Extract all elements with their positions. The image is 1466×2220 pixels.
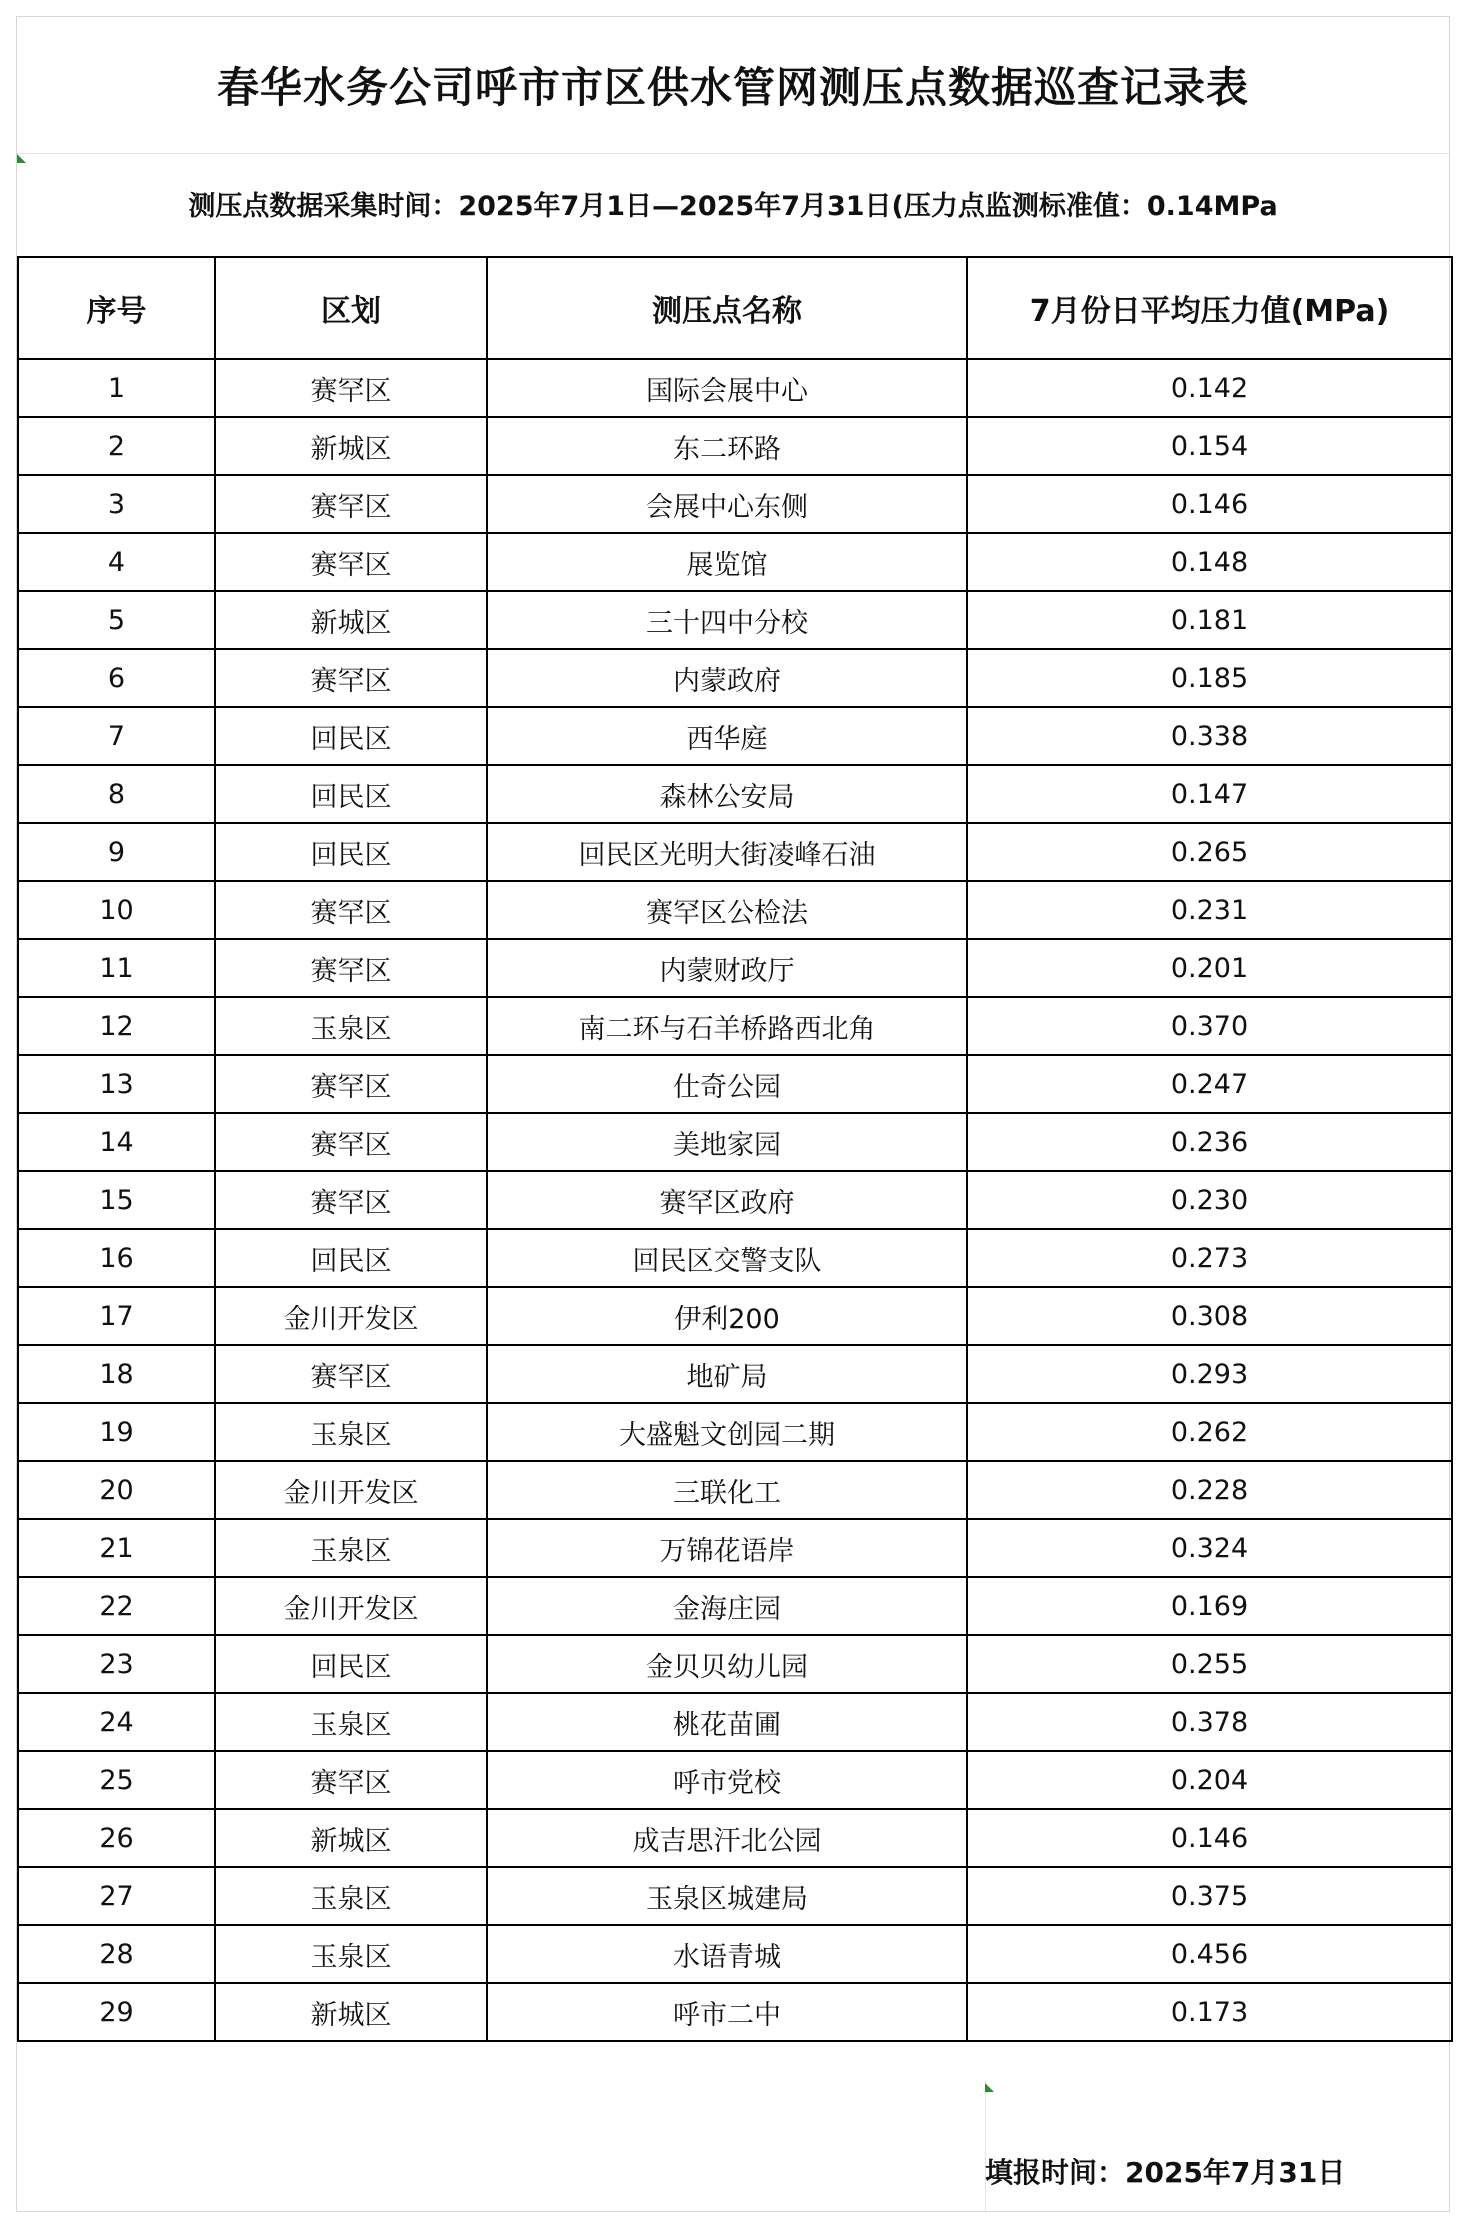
- cell-point-name: 展览馆: [487, 533, 967, 591]
- cell-point-name: 仕奇公园: [487, 1055, 967, 1113]
- cell-avg-pressure: 0.324: [967, 1519, 1452, 1577]
- table-row: [18, 1577, 1452, 1635]
- table-row: [18, 1171, 1452, 1229]
- cell-district: 赛罕区: [215, 1751, 487, 1809]
- table-row: [18, 359, 1452, 417]
- cell-point-name: 森林公安局: [487, 765, 967, 823]
- cell-point-name: 呼市党校: [487, 1751, 967, 1809]
- table-row: [18, 881, 1452, 939]
- cell-index: 13: [18, 1055, 215, 1113]
- cell-avg-pressure: 0.255: [967, 1635, 1452, 1693]
- table-row: [18, 997, 1452, 1055]
- table-row: [18, 417, 1452, 475]
- cell-avg-pressure: 0.247: [967, 1055, 1452, 1113]
- cell-index: 10: [18, 881, 215, 939]
- table-row: [18, 1055, 1452, 1113]
- cell-index: 18: [18, 1345, 215, 1403]
- cell-index: 27: [18, 1867, 215, 1925]
- cell-district: 赛罕区: [215, 1113, 487, 1171]
- cell-index: 7: [18, 707, 215, 765]
- cell-index: 6: [18, 649, 215, 707]
- report-date: 填报时间：2025年7月31日: [985, 2156, 1346, 2189]
- table-row: [18, 1751, 1452, 1809]
- cell-avg-pressure: 0.181: [967, 591, 1452, 649]
- cell-district: 赛罕区: [215, 1055, 487, 1113]
- cell-index: 2: [18, 417, 215, 475]
- cell-point-name: 南二环与石羊桥路西北角: [487, 997, 967, 1055]
- table-row: [18, 707, 1452, 765]
- cell-district: 赛罕区: [215, 649, 487, 707]
- cell-district: 回民区: [215, 1635, 487, 1693]
- table-row: [18, 1113, 1452, 1171]
- cell-index: 22: [18, 1577, 215, 1635]
- cell-avg-pressure: 0.236: [967, 1113, 1452, 1171]
- table-row: [18, 1925, 1452, 1983]
- report-title: 春华水务公司呼市市区供水管网测压点数据巡查记录表: [216, 63, 1249, 112]
- cell-point-name: 大盛魁文创园二期: [487, 1403, 967, 1461]
- cell-point-name: 国际会展中心: [487, 359, 967, 417]
- cell-point-name: 呼市二中: [487, 1983, 967, 2041]
- cell-index: 5: [18, 591, 215, 649]
- cell-district: 赛罕区: [215, 1345, 487, 1403]
- table-row: [18, 1693, 1452, 1751]
- cell-avg-pressure: 0.308: [967, 1287, 1452, 1345]
- table-row: [18, 1403, 1452, 1461]
- cell-index: 8: [18, 765, 215, 823]
- table-row: [18, 1519, 1452, 1577]
- cell-district: 赛罕区: [215, 475, 487, 533]
- cell-district: 回民区: [215, 765, 487, 823]
- cell-district: 新城区: [215, 591, 487, 649]
- table-row: [18, 823, 1452, 881]
- cell-index: 3: [18, 475, 215, 533]
- cell-district: 金川开发区: [215, 1577, 487, 1635]
- cell-district: 玉泉区: [215, 1693, 487, 1751]
- cell-index: 17: [18, 1287, 215, 1345]
- cell-point-name: 美地家园: [487, 1113, 967, 1171]
- cell-avg-pressure: 0.146: [967, 1809, 1452, 1867]
- cell-index: 24: [18, 1693, 215, 1751]
- cell-district: 新城区: [215, 1809, 487, 1867]
- cell-index: 19: [18, 1403, 215, 1461]
- table-row: [18, 649, 1452, 707]
- pressure-table: [17, 256, 1453, 2042]
- cell-index: 28: [18, 1925, 215, 1983]
- cell-district: 回民区: [215, 1229, 487, 1287]
- cell-avg-pressure: 0.262: [967, 1403, 1452, 1461]
- cell-index: 12: [18, 997, 215, 1055]
- cell-district: 赛罕区: [215, 1171, 487, 1229]
- cell-avg-pressure: 0.293: [967, 1345, 1452, 1403]
- cell-point-name: 三联化工: [487, 1461, 967, 1519]
- cell-avg-pressure: 0.185: [967, 649, 1452, 707]
- table-row: [18, 1635, 1452, 1693]
- table-row: [18, 1867, 1452, 1925]
- cell-district: 回民区: [215, 823, 487, 881]
- cell-avg-pressure: 0.375: [967, 1867, 1452, 1925]
- cell-point-name: 万锦花语岸: [487, 1519, 967, 1577]
- cell-point-name: 三十四中分校: [487, 591, 967, 649]
- cell-district: 金川开发区: [215, 1461, 487, 1519]
- table-row: [18, 1345, 1452, 1403]
- cell-index: 29: [18, 1983, 215, 2041]
- cell-avg-pressure: 0.231: [967, 881, 1452, 939]
- table-row: [18, 1461, 1452, 1519]
- cell-index: 16: [18, 1229, 215, 1287]
- cell-point-name: 桃花苗圃: [487, 1693, 967, 1751]
- cell-district: 金川开发区: [215, 1287, 487, 1345]
- cell-avg-pressure: 0.204: [967, 1751, 1452, 1809]
- header-point-name: 测压点名称: [487, 257, 967, 359]
- cell-district: 玉泉区: [215, 1519, 487, 1577]
- cell-point-name: 回民区光明大街凌峰石油: [487, 823, 967, 881]
- table-header-row: [18, 257, 1452, 359]
- cell-avg-pressure: 0.378: [967, 1693, 1452, 1751]
- table-row: [18, 533, 1452, 591]
- table-body: [18, 359, 1452, 2041]
- cell-index: 21: [18, 1519, 215, 1577]
- cell-district: 赛罕区: [215, 881, 487, 939]
- cell-district: 玉泉区: [215, 1867, 487, 1925]
- cell-avg-pressure: 0.201: [967, 939, 1452, 997]
- cell-point-name: 赛罕区政府: [487, 1171, 967, 1229]
- cell-district: 玉泉区: [215, 1925, 487, 1983]
- cell-index: 25: [18, 1751, 215, 1809]
- table-row: [18, 1809, 1452, 1867]
- cell-index: 20: [18, 1461, 215, 1519]
- table-row: [18, 1983, 1452, 2041]
- table-row: [18, 591, 1452, 649]
- cell-point-name: 玉泉区城建局: [487, 1867, 967, 1925]
- cell-avg-pressure: 0.370: [967, 997, 1452, 1055]
- report-sheet: [16, 16, 1450, 2212]
- cell-avg-pressure: 0.148: [967, 533, 1452, 591]
- cell-point-name: 东二环路: [487, 417, 967, 475]
- cell-district: 回民区: [215, 707, 487, 765]
- table-row: [18, 1287, 1452, 1345]
- cell-index: 23: [18, 1635, 215, 1693]
- cell-point-name: 金海庄园: [487, 1577, 967, 1635]
- cell-avg-pressure: 0.273: [967, 1229, 1452, 1287]
- cell-avg-pressure: 0.173: [967, 1983, 1452, 2041]
- header-district: 区划: [215, 257, 487, 359]
- cell-district: 赛罕区: [215, 533, 487, 591]
- cell-avg-pressure: 0.338: [967, 707, 1452, 765]
- cell-point-name: 回民区交警支队: [487, 1229, 967, 1287]
- cell-district: 新城区: [215, 1983, 487, 2041]
- cell-point-name: 地矿局: [487, 1345, 967, 1403]
- header-avg-pressure: 7月份日平均压力值(MPa): [967, 257, 1452, 359]
- cell-index: 14: [18, 1113, 215, 1171]
- collection-period: 测压点数据采集时间：2025年7月1日—2025年7月31日(压力点监测标准值：0.14MPa: [188, 190, 1278, 222]
- footer-cell-marker: [985, 2083, 994, 2092]
- cell-avg-pressure: 0.154: [967, 417, 1452, 475]
- header-index: 序号: [18, 257, 215, 359]
- cell-index: 9: [18, 823, 215, 881]
- cell-avg-pressure: 0.147: [967, 765, 1452, 823]
- cell-point-name: 内蒙政府: [487, 649, 967, 707]
- cell-point-name: 西华庭: [487, 707, 967, 765]
- table-row: [18, 939, 1452, 997]
- table-row: [18, 765, 1452, 823]
- cell-point-name: 赛罕区公检法: [487, 881, 967, 939]
- cell-avg-pressure: 0.146: [967, 475, 1452, 533]
- cell-avg-pressure: 0.265: [967, 823, 1452, 881]
- cell-district: 新城区: [215, 417, 487, 475]
- cell-point-name: 成吉思汗北公园: [487, 1809, 967, 1867]
- cell-district: 赛罕区: [215, 939, 487, 997]
- cell-avg-pressure: 0.142: [967, 359, 1452, 417]
- cell-point-name: 伊利200: [487, 1287, 967, 1345]
- cell-point-name: 会展中心东侧: [487, 475, 967, 533]
- cell-index: 15: [18, 1171, 215, 1229]
- cell-index: 4: [18, 533, 215, 591]
- cell-avg-pressure: 0.169: [967, 1577, 1452, 1635]
- cell-district: 玉泉区: [215, 997, 487, 1055]
- table-row: [18, 475, 1452, 533]
- cell-point-name: 内蒙财政厅: [487, 939, 967, 997]
- cell-index: 1: [18, 359, 215, 417]
- cell-district: 玉泉区: [215, 1403, 487, 1461]
- cell-avg-pressure: 0.230: [967, 1171, 1452, 1229]
- cell-district: 赛罕区: [215, 359, 487, 417]
- cell-avg-pressure: 0.228: [967, 1461, 1452, 1519]
- cell-point-name: 金贝贝幼儿园: [487, 1635, 967, 1693]
- cell-index: 26: [18, 1809, 215, 1867]
- table-row: [18, 1229, 1452, 1287]
- cell-index: 11: [18, 939, 215, 997]
- cell-avg-pressure: 0.456: [967, 1925, 1452, 1983]
- cell-point-name: 水语青城: [487, 1925, 967, 1983]
